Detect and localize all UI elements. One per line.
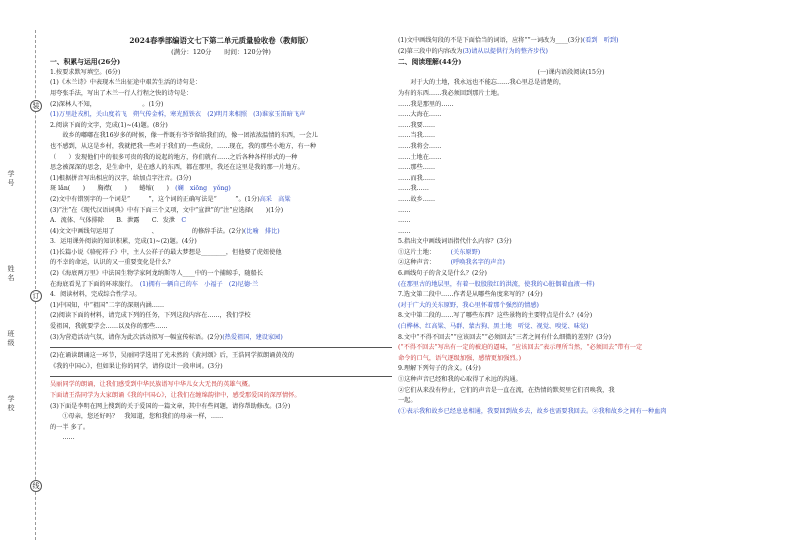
reading-para-12: ……故乡…… (398, 195, 436, 203)
reading-para-15: …… (398, 227, 411, 235)
q2a-answer: (斓 xiōng yǒng) (175, 185, 231, 193)
rtop2-line (398, 47, 744, 58)
reading-para-13: …… (398, 206, 411, 214)
q10r-answer: (①表示我和故乡已经息息相通，我要回到故乡去，故乡也需要我回去。②我和故乡之间有一种血肉 (398, 407, 667, 415)
rtop2-answer: (3)请从以提供行为的整齐步伐) (462, 47, 548, 55)
binding-hole-zhuang: 装 (30, 100, 42, 112)
q2b-text: (2)文中有错别字的一个词是“ ”，这个词的正确写法是“ ”。(1分) (50, 195, 260, 203)
q9r-answer-2: 命令的口气，语气逐级加强，感情更加强烈。) (398, 354, 522, 362)
answer-blank-line-2 (50, 372, 392, 377)
binding-margin (0, 0, 44, 560)
exam-title: 2024春季部编语文七下第二单元质量验收卷（教师版） (129, 36, 313, 45)
q5r-b-answer: (呼唤我名字的声音) (450, 259, 505, 267)
reading-para-2: 为有的东西……我必须回到那片土地。 (398, 89, 504, 97)
q9r-answer-1: (“不得不回去”写出有一定的被迫的逼味，“应该回去”表示理所当然，“必须回去”带有一定 (398, 344, 643, 352)
q5r-a-line (398, 248, 744, 259)
q6r-prompt: 6.画线句子的含义是什么？(2分) (398, 270, 487, 278)
q10r-a: ①这种声音已经和我的心取得了永远的沟通。 (398, 376, 522, 383)
q4d-text: (3)为营造活动气氛，请你为此次活动拟写一幅宣传标语。(2分) (50, 333, 223, 341)
q3b-line-2 (50, 280, 392, 291)
q4c-text: 爱祖国，我就要学会……以及你的那些…… (50, 323, 168, 331)
reading-para-7: ……我将会…… (398, 142, 442, 150)
reading-para-10: ……而我…… (398, 174, 436, 182)
q6c-text: …… (50, 434, 75, 442)
rtop1-line: (1)文中画线句段的不是下面恰当的词语，应将“”一词改为____(3分)(看到 听到) (398, 37, 619, 44)
q1-answer: (1)万里赴戎机，关山度若飞 朔气传金柝，寒光照铁衣 (2)明月来相照 (3)谁家玉笛暗飞声 (50, 111, 306, 119)
q6a-text: ①母亲，您还好吗？ 我知道，您和我们的母亲一样，…… (50, 413, 224, 421)
q5r-prompt: 5.指出文中画线词语指代什么内容？(3分) (398, 238, 512, 246)
q2b-line (50, 195, 392, 206)
q2-passage-line-1: 故乡的嘟嘟在我16岁多的时候，像一件既有爷爷留给我们的，像一团浓浓温情的东西，一会儿 (50, 132, 318, 140)
reading-para-1: 对于大的土地，我永远也不能忘……我心里总是清楚的， (398, 79, 566, 87)
reading-para-8: ……土地在…… (398, 153, 442, 161)
q2-passage-line-3: （ ）发现他们中的很多可贵的我的说起的地方，你们就有……之后各种各样形式的一种 (50, 153, 298, 161)
school-label: 学校 (7, 395, 15, 413)
q6r-answer: (在那里古的地层里，有着一股股殷红的洪流，使我的心脏偶着血液一样) (398, 280, 595, 288)
q10r-prompt: 9.理解下列句子的含义。(4分) (398, 365, 481, 373)
q5a-text: (2)在诵读朗诵这一环节，吴丽同学选用了光未然的《黄河颂》后，王浩同学拟朗诵黄茂的 (50, 352, 294, 360)
binding-hole-xian: 线 (30, 480, 42, 492)
q1b-text: 用夸张手法，写出了木兰一行人行程之快的诗句是： (50, 89, 193, 97)
section-1-heading: 一、积累与运用(26分) (50, 58, 121, 67)
q2b-answer: 高采 高粱 (259, 195, 291, 203)
q4b-text: (2)阅读下面的材料，请完成下列的任务，下列这段内容在……，我们学校 (50, 312, 251, 320)
student-id-label: 学号 (7, 170, 15, 188)
q2a-items: 斑 lǎn( ) 胸襟( ) 蜷缩( ) (50, 185, 169, 193)
q5b-text: 《我的中国心》，但如果让你的同学，请你设计一段串词。(3分) (50, 362, 223, 370)
binding-hole-ding: 订 (30, 290, 42, 302)
class-label: 班级 (7, 330, 15, 348)
reading-para-6: ……当我…… (398, 132, 436, 140)
q1c-text: (2)深林人不知， (50, 100, 93, 108)
reading-para-9: ……那些…… (398, 164, 436, 172)
q2c-options: A．流体、气体排除 B．泄露 C．发泄 (50, 217, 176, 225)
q3b-text-2: 中的一个捕鲸手，随船长 (194, 270, 263, 278)
q4a-text: (1)中国知，中“祖国”二字的深刻内涵…… (50, 301, 165, 309)
right-column (398, 36, 744, 417)
q6b-text: 的一半 多了。 (50, 423, 90, 431)
q2-prompt: 2.阅读下面的文字，完成(1)~(4)题。(8分) (50, 121, 168, 129)
q2c-answer: C (181, 217, 187, 225)
q4d-line (50, 333, 392, 344)
reading-para-3: ……我是那里的…… (398, 100, 454, 108)
reading-para-5: ……我要…… (398, 121, 436, 129)
q9r-prompt: 8.文中“不得不回去”“应该回去”“必须回去”三者之间有什么细微的差别？(3分) (398, 333, 612, 341)
q3a-text: (1)长篇小说《骆驼祥子》中，主人公祥子的最大梦想是 (50, 248, 202, 256)
reading-1-title: (一)课内语段阅读(15分) (537, 68, 605, 76)
q7r-prompt: 7.选文第二段中……作者是从哪些角度来写的？(4分) (398, 291, 543, 299)
q3a-line: (1)长篇小说《骆驼祥子》中，主人公祥子的最大梦想是________，但他娶了虎妞使他 (50, 248, 282, 256)
q7r-answer: (对于广大的关东原野，我心里怀着那个强烈的情感) (398, 301, 539, 309)
reading-para-4: ……大海在…… (398, 111, 442, 119)
q6-prompt: (3)下面是李明在网上搜到的关于爱国的一篇文章，其中有些问题，请你帮助修改。(3分) (50, 402, 291, 410)
q2d-text: (4)文文中画线句运用了 、 的修辞手法。(2分) (50, 227, 244, 235)
q8r-prompt: 8.文中第二段的……写了哪些东西？这些景物的主要特点是什么？(4分) (398, 312, 593, 320)
reading-para-14: …… (398, 217, 411, 225)
q2c-prompt: (3)“注”在《现代汉语词典》中有下面三个义项，文中“宣泄”的“注”应选择( )(1分) (50, 206, 284, 214)
q3-prompt: 3．运用课外阅读的知识积累，完成(1)~(2)题。(4分) (50, 238, 197, 246)
q3a-text-2: ，但他娶了虎妞使他 (225, 248, 282, 256)
q3a-line-2: 的不幸的命运，认识的又一重要变化是什么？ (50, 259, 174, 267)
q2d-answer: (比喻 排比) (243, 227, 280, 235)
q2-passage-line-2: 也不感到，从这是乡村，我就把我一些对于我们的一些成份，……现在，我的那些小地方，有一种 (50, 142, 317, 150)
q3b-text-3: 在海底看见了下面的环球旅行。 (50, 280, 134, 288)
exam-meta: (满分：120分 时间：120分钟) (171, 47, 271, 56)
q5r-b-line (398, 258, 744, 269)
rtop1-mid: ”一词改为 (527, 37, 556, 44)
rtop1-answer: (看到 听到) (582, 37, 619, 44)
left-column (50, 36, 392, 444)
q1-prompt: 1.按要求默写填空。(6分) (50, 68, 121, 76)
name-label: 姓名 (7, 265, 15, 283)
q4d-answer: (热爱祖国，建设家园) (222, 333, 283, 341)
rtop2-text: (2)第三段中的内容改为 (398, 47, 463, 55)
answer-blank-line (50, 343, 392, 348)
rtop1-score: (3分) (567, 37, 583, 44)
q1a-text: (1)《木兰诗》中表现木兰出征途中艰苦生活的诗句是： (50, 79, 202, 87)
q5r-b-text: ②这种声音： (398, 259, 433, 267)
q5r-a-text: ①这片土地： (398, 248, 433, 256)
q2c-line (50, 216, 392, 227)
section-2-heading: 二、阅读理解(44分) (398, 58, 462, 67)
q10r-b: ②它们从来没有停止，它们的声音是一直在流，在热情的默契里它们召唤我，我 (398, 386, 615, 394)
rtop1-text: (1)文中画线句段的不是下面恰当的词语，应将“ (398, 37, 528, 44)
q1c-line (50, 100, 392, 111)
q4-prompt: 4．阅读材料，完成综合性学习。 (50, 291, 141, 299)
reading-para-11: ……我…… (398, 185, 429, 193)
q2-passage-line-4: 思念被深深的思念，是生命中，是在感人的东西，都在那里，我还在这里是我的那一片地方。 (50, 164, 304, 172)
q5r-a-answer: (关东原野) (450, 248, 481, 256)
q5-answer-2: 下面请王浩同学为大家朗诵《我的中国心》，让我们在缠绵韵律中，感受那爱国的深厚情怀。 (50, 392, 301, 399)
q5-answer-1: 吴丽同学的朗诵，让我们感受到中华民族谱写中华儿女大无畏的英雄气概。 (50, 381, 255, 389)
q2d-line (50, 227, 392, 238)
q2a-line (50, 184, 392, 195)
q3b-text: (2)《海底两万里》中法国生物学家阿龙纳斯等人 (50, 270, 183, 278)
q2a-prompt: (1)根据拼音写出相应的汉字，给加点字注音。(3分) (50, 174, 192, 182)
q3b-line: (2)《海底两万里》中法国生物学家阿龙纳斯等人____中的一个捕鲸手，随船长 (50, 270, 263, 278)
q8r-answer: (白桦林、红高粱、马群、蒙古狗、黑土地 听觉、视觉、嗅觉、味觉) (398, 323, 589, 331)
q10r-c: 一起。 (398, 397, 417, 405)
q1c-score: 。(1分) (142, 100, 164, 108)
q3-answer: (1)拥有一辆自己的车 小福子 (2)尼德·兰 (139, 280, 259, 288)
